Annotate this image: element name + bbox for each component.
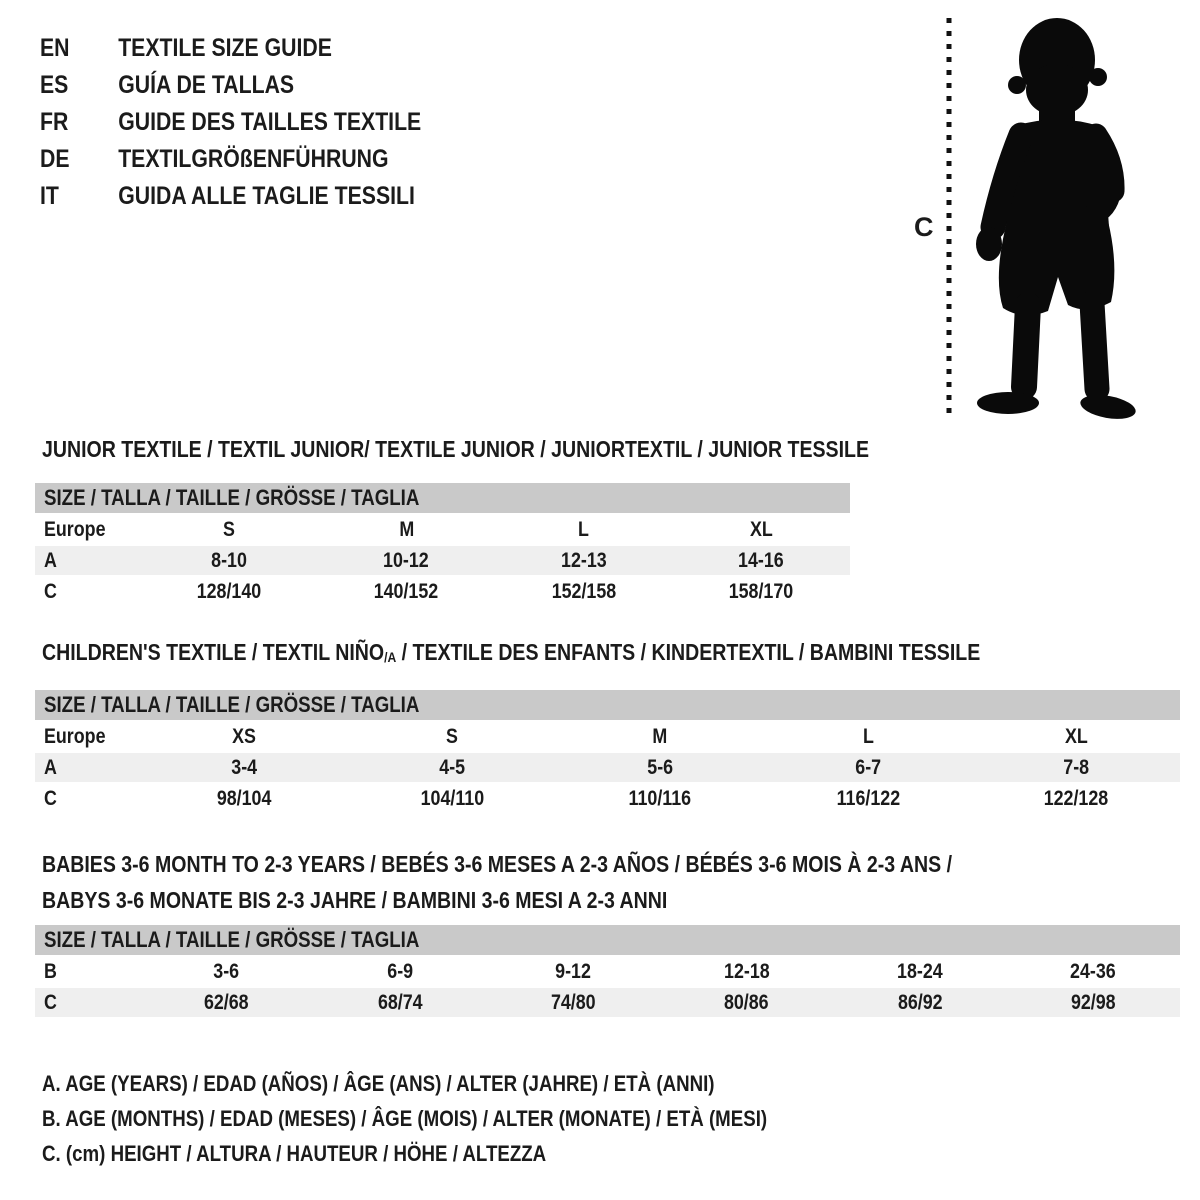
babies-size-header-bar — [35, 925, 1180, 955]
toddler-silhouette — [976, 18, 1137, 422]
junior-columns-row — [35, 515, 850, 544]
legend-text-b: B. AGE (MONTHS) / EDAD (MESES) / ÂGE (MOIS) / ALTER (MONATE) / ETÀ (MESI) — [42, 1106, 768, 1131]
cell-value: 8-10 — [210, 548, 247, 572]
cell-value: 80/86 — [724, 990, 769, 1014]
cell-value: 86/92 — [897, 990, 943, 1014]
cell-value: 18-24 — [897, 959, 943, 983]
babies-row-c — [35, 988, 1180, 1017]
cell-value: 6-9 — [387, 959, 413, 983]
babies-size-table — [35, 925, 1180, 1017]
cell-value: 10-12 — [383, 548, 430, 572]
language-title-list — [40, 30, 489, 215]
cell-value: 9-12 — [555, 959, 592, 983]
cell-value: 122/128 — [1043, 786, 1109, 810]
children-row-c — [35, 784, 1180, 813]
cell-value: 3-4 — [231, 755, 257, 779]
column-header: S — [446, 724, 458, 748]
language-title: TEXTILE SIZE GUIDE — [118, 34, 332, 62]
language-title: GUIDA ALLE TAGLIE TESSILI — [118, 182, 415, 210]
cell-value: 14-16 — [738, 548, 785, 572]
column-header: L — [578, 517, 590, 541]
cell-value: 62/68 — [204, 990, 249, 1014]
cell-value: 12-13 — [560, 548, 607, 572]
babies-section-title — [42, 846, 1113, 918]
column-header: M — [652, 724, 668, 748]
row-label: B — [44, 959, 57, 983]
children-size-header-bar — [35, 690, 1180, 720]
column-header: XS — [232, 724, 256, 748]
language-code: DE — [40, 145, 70, 173]
babies-title-line1: BABIES 3-6 MONTH TO 2-3 YEARS / BEBÉS 3-6 MESES A 2-3 AÑOS / BÉBÉS 3-6 MOIS À 2-3 ANS / — [42, 851, 953, 877]
row-label: C — [44, 579, 57, 603]
cell-value: 98/104 — [216, 786, 272, 810]
children-title-sub: /A — [384, 649, 397, 666]
language-code: ES — [40, 71, 69, 99]
legend-text-c: C. (cm) HEIGHT / ALTURA / HAUTEUR / HÖHE / ALTEZZA — [42, 1141, 547, 1166]
cell-value: 92/98 — [1070, 990, 1116, 1014]
row-label: A — [44, 755, 57, 779]
cell-value: 12-18 — [723, 959, 770, 983]
legend-line-b — [42, 1101, 895, 1136]
cell-value: 110/116 — [628, 786, 692, 810]
cell-value: 128/140 — [196, 579, 262, 603]
language-title: GUIDE DES TAILLES TEXTILE — [118, 108, 422, 136]
column-header: S — [222, 517, 235, 541]
column-header: L — [862, 724, 874, 748]
babies-title-line2: BABYS 3-6 MONATE BIS 2-3 JAHRE / BAMBINI 3-6 MESI A 2-3 ANNI — [42, 887, 668, 913]
row-label: A — [44, 548, 57, 572]
size-header-text: SIZE / TALLA / TAILLE / GRÖSSE / TAGLIA — [44, 692, 420, 717]
cell-value: 74/80 — [550, 990, 596, 1014]
junior-size-header-bar — [35, 483, 850, 513]
region-label: Europe — [44, 724, 106, 748]
junior-title-text: JUNIOR TEXTILE / TEXTIL JUNIOR/ TEXTILE JUNIOR / JUNIORTEXTIL / JUNIOR TESSILE — [42, 436, 870, 462]
height-measure-label: C — [914, 212, 934, 242]
column-header: XL — [1064, 724, 1088, 748]
junior-row-a — [35, 546, 850, 575]
junior-section-title — [42, 436, 1015, 462]
junior-size-table — [35, 483, 850, 606]
cell-value: 5-6 — [647, 755, 673, 779]
cell-value: 152/158 — [551, 579, 617, 603]
junior-row-c — [35, 577, 850, 606]
legend-line-a — [42, 1066, 895, 1101]
cell-value: 104/110 — [420, 786, 484, 810]
legend-text-a: A. AGE (YEARS) / EDAD (AÑOS) / ÂGE (ANS) / ALTER (JAHRE) / ETÀ (ANNI) — [42, 1071, 715, 1096]
region-label: Europe — [44, 517, 106, 541]
cell-value: 140/152 — [373, 579, 439, 603]
children-title-pre: CHILDREN'S TEXTILE / TEXTIL NIÑO — [42, 639, 385, 665]
language-title: GUÍA DE TALLAS — [118, 71, 295, 99]
cell-value: 4-5 — [439, 755, 465, 779]
cell-value: 116/122 — [836, 786, 900, 810]
toddler-figure — [938, 10, 1148, 422]
cell-value: 24-36 — [1070, 959, 1117, 983]
column-header: XL — [749, 517, 773, 541]
babies-row-b — [35, 957, 1180, 986]
language-row-fr — [40, 104, 489, 141]
measurement-legend — [42, 1066, 895, 1171]
row-label: C — [44, 990, 57, 1014]
column-header: M — [398, 517, 414, 541]
size-header-text: SIZE / TALLA / TAILLE / GRÖSSE / TAGLIA — [44, 485, 420, 510]
cell-value: 7-8 — [1063, 755, 1089, 779]
children-title-post: / TEXTILE DES ENFANTS / KINDERTEXTIL / BAMBINI TESSILE — [396, 639, 981, 665]
language-title: TEXTILGRÖßENFÜHRUNG — [118, 145, 389, 173]
cell-value: 3-6 — [213, 959, 240, 983]
language-row-en — [40, 30, 489, 67]
language-row-es — [40, 67, 489, 104]
legend-line-c — [42, 1136, 895, 1171]
children-section-title — [42, 639, 1146, 669]
language-row-de — [40, 141, 489, 178]
language-code: FR — [40, 108, 69, 136]
size-header-text: SIZE / TALLA / TAILLE / GRÖSSE / TAGLIA — [44, 927, 420, 952]
language-code: IT — [40, 182, 59, 210]
cell-value: 158/170 — [728, 579, 794, 603]
children-size-table — [35, 690, 1180, 813]
language-row-it — [40, 178, 489, 215]
cell-value: 6-7 — [855, 755, 881, 779]
language-code: EN — [40, 34, 70, 62]
cell-value: 68/74 — [377, 990, 423, 1014]
children-columns-row — [35, 722, 1180, 751]
row-label: C — [44, 786, 57, 810]
children-row-a — [35, 753, 1180, 782]
